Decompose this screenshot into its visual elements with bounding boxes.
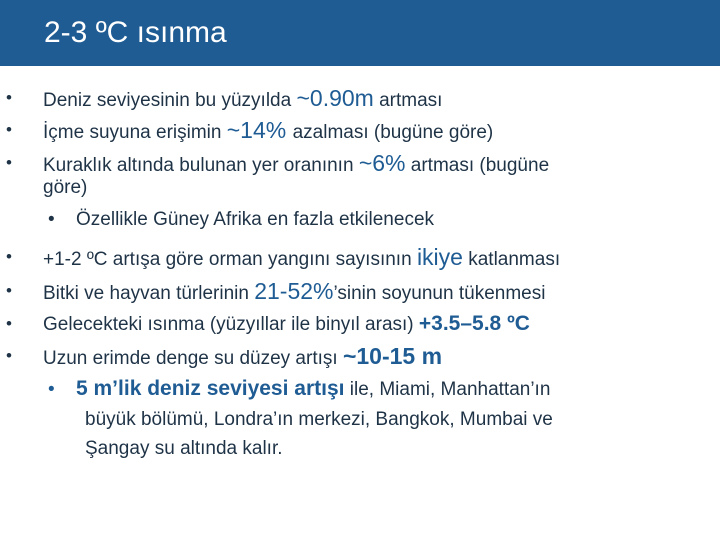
bullet-item-drought (43, 151, 549, 178)
bullet-item-sea-level (43, 86, 442, 113)
bullet-item-species-extinction (43, 279, 545, 306)
bullet-marker: • (6, 281, 12, 300)
sub-bullet-item-5m-line2: büyük bölümü, Londra’ın merkezi, Bangkok, Mumbai ve (85, 409, 553, 430)
bullet-marker: • (6, 346, 12, 365)
item-text: Bitki ve hayvan türlerinin (43, 283, 255, 304)
item-text: Deniz seviyesinin bu yüzyılda (43, 90, 297, 111)
bullet-marker: • (6, 314, 12, 333)
item-text: artması (373, 90, 443, 111)
bullet-item-equilibrium-sea-level (43, 344, 442, 371)
bullet-item-future-warming (43, 312, 530, 337)
bullet-marker: • (6, 247, 12, 266)
bullet-marker: • (6, 120, 12, 139)
item-text: Uzun erimde denge su düzey artışı (43, 348, 343, 369)
sub-bullet-item-5m-line3: Şangay su altında kalır. (85, 438, 283, 459)
item-text: Özellikle Güney Afrika en fazla etkilenecek (76, 209, 435, 230)
item-text: ile, Miami, Manhattan’ın (344, 379, 551, 400)
sub-bullet-marker: • (48, 209, 55, 230)
bullet-marker: • (6, 153, 12, 172)
item-highlight: ~10-15 m (342, 343, 443, 369)
sub-bullet-marker: • (48, 379, 55, 400)
item-highlight: ikiye (416, 244, 463, 270)
item-highlight: 21-52% (254, 278, 334, 304)
item-text: Kuraklık altında bulunan yer oranının (43, 155, 359, 176)
item-text: ’sinin soyunun tükenmesi (333, 283, 546, 304)
item-text: İçme suyuna erişimin (43, 122, 227, 143)
slide-title: 2-3 ºC ısınma (44, 16, 227, 49)
item-text: artması (bugüne (405, 155, 550, 176)
item-highlight: +3.5–5.8 ºC (418, 312, 530, 335)
item-text: katlanması (462, 249, 561, 270)
item-highlight: ~6% (358, 150, 406, 176)
item-text: +1-2 ºC artışa göre orman yangını sayısının (43, 249, 417, 270)
item-highlight: 5 m’lik deniz seviyesi artışı (76, 377, 345, 400)
sub-bullet-item-south-africa (48, 208, 434, 232)
item-highlight: ~14% (226, 117, 293, 143)
item-text: azalması (bugüne göre) (292, 122, 494, 143)
bullet-item-drought-continuation: göre) (43, 177, 88, 198)
bullet-item-drinking-water (43, 118, 493, 145)
item-highlight: ~0.90m (296, 85, 374, 111)
item-text: Gelecekteki ısınma (yüzyıllar ile binyıl arası) (43, 314, 419, 335)
sub-bullet-item-5m-sea-level (48, 377, 550, 402)
bullet-item-forest-fires (43, 245, 560, 272)
bullet-marker: • (6, 88, 12, 107)
